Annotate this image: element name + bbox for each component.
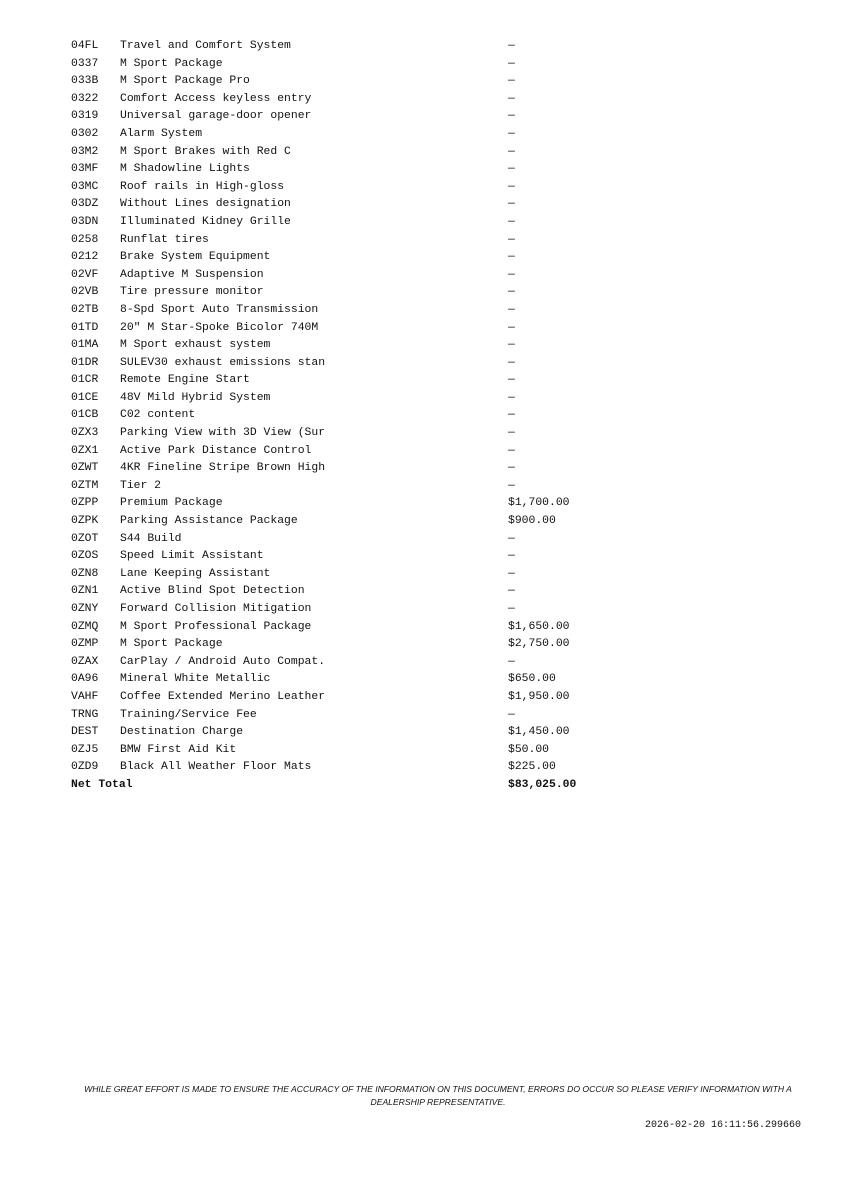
option-row <box>71 390 591 408</box>
option-description: Speed Limit Assistant <box>120 550 264 563</box>
option-description: Active Blind Spot Detection <box>120 585 305 598</box>
option-price: — <box>508 339 515 352</box>
option-code: 02TB <box>71 303 99 316</box>
option-price: $900.00 <box>508 515 556 528</box>
option-code: 0ZOS <box>71 550 99 563</box>
option-code: 0258 <box>71 233 99 246</box>
option-row <box>71 196 591 214</box>
option-code: 0319 <box>71 110 99 123</box>
option-description: Training/Service Fee <box>120 708 257 721</box>
option-code: 0ZMQ <box>71 620 99 633</box>
option-code: 01CR <box>71 374 99 387</box>
option-price: — <box>508 127 515 140</box>
option-code: 03MF <box>71 163 99 176</box>
option-row <box>71 654 591 672</box>
option-price: — <box>508 567 515 580</box>
option-code: 0212 <box>71 251 99 264</box>
option-row <box>71 126 591 144</box>
option-code: 0ZTM <box>71 479 99 492</box>
option-price: — <box>508 233 515 246</box>
option-price: — <box>508 163 515 176</box>
option-price: — <box>508 303 515 316</box>
option-price: — <box>508 40 515 52</box>
option-row <box>71 425 591 443</box>
option-price: $225.00 <box>508 761 556 774</box>
option-description: Roof rails in High-gloss <box>120 180 285 193</box>
option-row <box>71 671 591 689</box>
option-row <box>71 583 591 601</box>
option-row <box>71 724 591 742</box>
option-code: 0ZOT <box>71 532 99 545</box>
option-description: Remote Engine Start <box>120 374 250 387</box>
option-code: 01TD <box>71 321 99 334</box>
option-row <box>71 232 591 250</box>
option-price: — <box>508 251 515 264</box>
option-description: M Sport Brakes with Red C <box>120 145 291 158</box>
option-row <box>71 38 591 56</box>
option-price: $1,950.00 <box>508 690 570 703</box>
option-code: 03M2 <box>71 145 99 158</box>
option-code: 03DZ <box>71 198 99 211</box>
option-code: 01CB <box>71 409 99 422</box>
option-price: — <box>508 374 515 387</box>
option-description: M Shadowline Lights <box>120 163 250 176</box>
option-row <box>71 355 591 373</box>
option-price: — <box>508 391 515 404</box>
option-description: Brake System Equipment <box>120 251 271 264</box>
option-code: 0ZAX <box>71 655 99 668</box>
option-code: 033B <box>71 75 99 88</box>
option-description: 48V Mild Hybrid System <box>120 391 271 404</box>
option-row <box>71 513 591 531</box>
option-row <box>71 56 591 74</box>
option-code: 0302 <box>71 127 99 140</box>
option-price: $50.00 <box>508 743 550 756</box>
generated-timestamp: 2026-02-20 16:11:56.299660 <box>644 1120 801 1131</box>
option-row <box>71 742 591 760</box>
option-row <box>71 443 591 461</box>
option-description: 20" M Star-Spoke Bicolor 740M <box>120 321 319 334</box>
option-description: 8-Spd Sport Auto Transmission <box>120 303 319 316</box>
option-description: M Sport Package <box>120 57 223 70</box>
option-code: 01CE <box>71 391 99 404</box>
option-description: Travel and Comfort System <box>120 40 291 52</box>
option-code: 01MA <box>71 339 99 352</box>
option-description: M Sport exhaust system <box>120 339 271 352</box>
option-code: 0ZX1 <box>71 444 99 457</box>
option-row <box>71 759 591 777</box>
option-row <box>71 372 591 390</box>
option-description: C02 content <box>120 409 196 422</box>
option-row <box>71 161 591 179</box>
option-description: Black All Weather Floor Mats <box>120 761 312 774</box>
option-description: SULEV30 exhaust emissions stan <box>120 356 326 369</box>
option-price: — <box>508 268 515 281</box>
option-row <box>71 601 591 619</box>
option-price: — <box>508 110 515 123</box>
option-code: 0ZX3 <box>71 427 99 440</box>
option-code: 0ZD9 <box>71 761 99 774</box>
option-row <box>71 214 591 232</box>
option-price: — <box>508 708 515 721</box>
option-code: VAHF <box>71 690 99 703</box>
option-row <box>71 91 591 109</box>
option-row <box>71 267 591 285</box>
option-row <box>71 407 591 425</box>
option-row <box>71 636 591 654</box>
option-price: $2,750.00 <box>508 638 570 651</box>
option-price: — <box>508 532 515 545</box>
option-row <box>71 179 591 197</box>
option-price: — <box>508 427 515 440</box>
option-price: — <box>508 321 515 334</box>
option-description: Adaptive M Suspension <box>120 268 264 281</box>
option-description: Alarm System <box>120 127 203 140</box>
option-description: Comfort Access keyless entry <box>120 92 312 105</box>
option-row <box>71 460 591 478</box>
net-total-label: Net Total <box>71 778 133 791</box>
option-description: Without Lines designation <box>120 198 291 211</box>
option-price: — <box>508 198 515 211</box>
option-description: M Sport Package <box>120 638 223 651</box>
option-row <box>71 619 591 637</box>
option-code: 0A96 <box>71 673 99 686</box>
option-price: — <box>508 655 515 668</box>
option-row <box>71 531 591 549</box>
option-description: Illuminated Kidney Grille <box>120 215 291 228</box>
option-price: — <box>508 479 515 492</box>
option-description: Parking Assistance Package <box>120 515 298 528</box>
option-price: — <box>508 180 515 193</box>
option-code: 0ZWT <box>71 462 99 475</box>
option-code: 0ZNY <box>71 603 99 615</box>
net-total-row <box>71 777 591 795</box>
disclaimer-text: WHILE GREAT EFFORT IS MADE TO ENSURE THE ACCURACY OF THE INFORMATION ON THIS DOCUMENT, ERRORS DO OCCUR SO PLEASE VERIFY INFORMATION WITH A DEALERSHIP REPRESENTATIVE. <box>84 1084 792 1107</box>
option-row <box>71 548 591 566</box>
option-row <box>71 249 591 267</box>
option-price: — <box>508 286 515 299</box>
option-code: 0ZN1 <box>71 585 99 598</box>
option-price: $1,450.00 <box>508 726 570 739</box>
option-row <box>71 478 591 496</box>
option-row <box>71 566 591 584</box>
option-description: CarPlay / Android Auto Compat. <box>120 655 326 668</box>
option-description: M Sport Professional Package <box>120 620 312 633</box>
option-code: 0ZMP <box>71 638 99 651</box>
option-row <box>71 337 591 355</box>
option-description: BMW First Aid Kit <box>120 743 237 756</box>
option-row <box>71 495 591 513</box>
option-description: Universal garage-door opener <box>120 110 312 123</box>
option-code: 0ZPP <box>71 497 99 510</box>
option-code: 02VF <box>71 268 99 281</box>
option-code: 04FL <box>71 40 99 52</box>
option-price: — <box>508 603 515 615</box>
options-table <box>71 38 591 795</box>
option-description: M Sport Package Pro <box>120 75 250 88</box>
option-price: — <box>508 444 515 457</box>
option-description: Coffee Extended Merino Leather <box>120 690 326 703</box>
option-price: — <box>508 585 515 598</box>
option-code: 02VB <box>71 286 99 299</box>
option-code: 0ZN8 <box>71 567 99 580</box>
option-description: 4KR Fineline Stripe Brown High <box>120 462 326 475</box>
option-description: Parking View with 3D View (Sur <box>120 427 326 440</box>
option-code: 03MC <box>71 180 99 193</box>
option-price: — <box>508 145 515 158</box>
option-price: — <box>508 75 515 88</box>
option-price: $1,650.00 <box>508 620 570 633</box>
option-code: 0ZPK <box>71 515 99 528</box>
option-price: — <box>508 356 515 369</box>
option-row <box>71 689 591 707</box>
option-description: Lane Keeping Assistant <box>120 567 271 580</box>
option-price: — <box>508 462 515 475</box>
option-price: — <box>508 550 515 563</box>
option-code: 0ZJ5 <box>71 743 99 756</box>
option-description: Active Park Distance Control <box>120 444 312 457</box>
option-price: — <box>508 409 515 422</box>
option-row <box>71 284 591 302</box>
option-code: 0337 <box>71 57 99 70</box>
option-code: 01DR <box>71 356 99 369</box>
option-row <box>71 144 591 162</box>
option-price: — <box>508 215 515 228</box>
option-description: Runflat tires <box>120 233 209 246</box>
option-description: S44 Build <box>120 532 182 545</box>
option-row <box>71 707 591 725</box>
option-description: Mineral White Metallic <box>120 673 271 686</box>
option-description: Destination Charge <box>120 726 244 739</box>
option-row <box>71 320 591 338</box>
option-code: 03DN <box>71 215 99 228</box>
option-description: Forward Collision Mitigation <box>120 603 312 615</box>
option-price: $1,700.00 <box>508 497 570 510</box>
option-code: DEST <box>71 726 99 739</box>
net-total-value: $83,025.00 <box>508 778 577 791</box>
option-code: 0322 <box>71 92 99 105</box>
option-row <box>71 73 591 91</box>
option-price: — <box>508 92 515 105</box>
option-row <box>71 108 591 126</box>
option-price: — <box>508 57 515 70</box>
option-description: Premium Package <box>120 497 223 510</box>
option-price: $650.00 <box>508 673 556 686</box>
option-row <box>71 302 591 320</box>
option-description: Tier 2 <box>120 479 162 492</box>
option-code: TRNG <box>71 708 99 721</box>
option-description: Tire pressure monitor <box>120 286 264 299</box>
